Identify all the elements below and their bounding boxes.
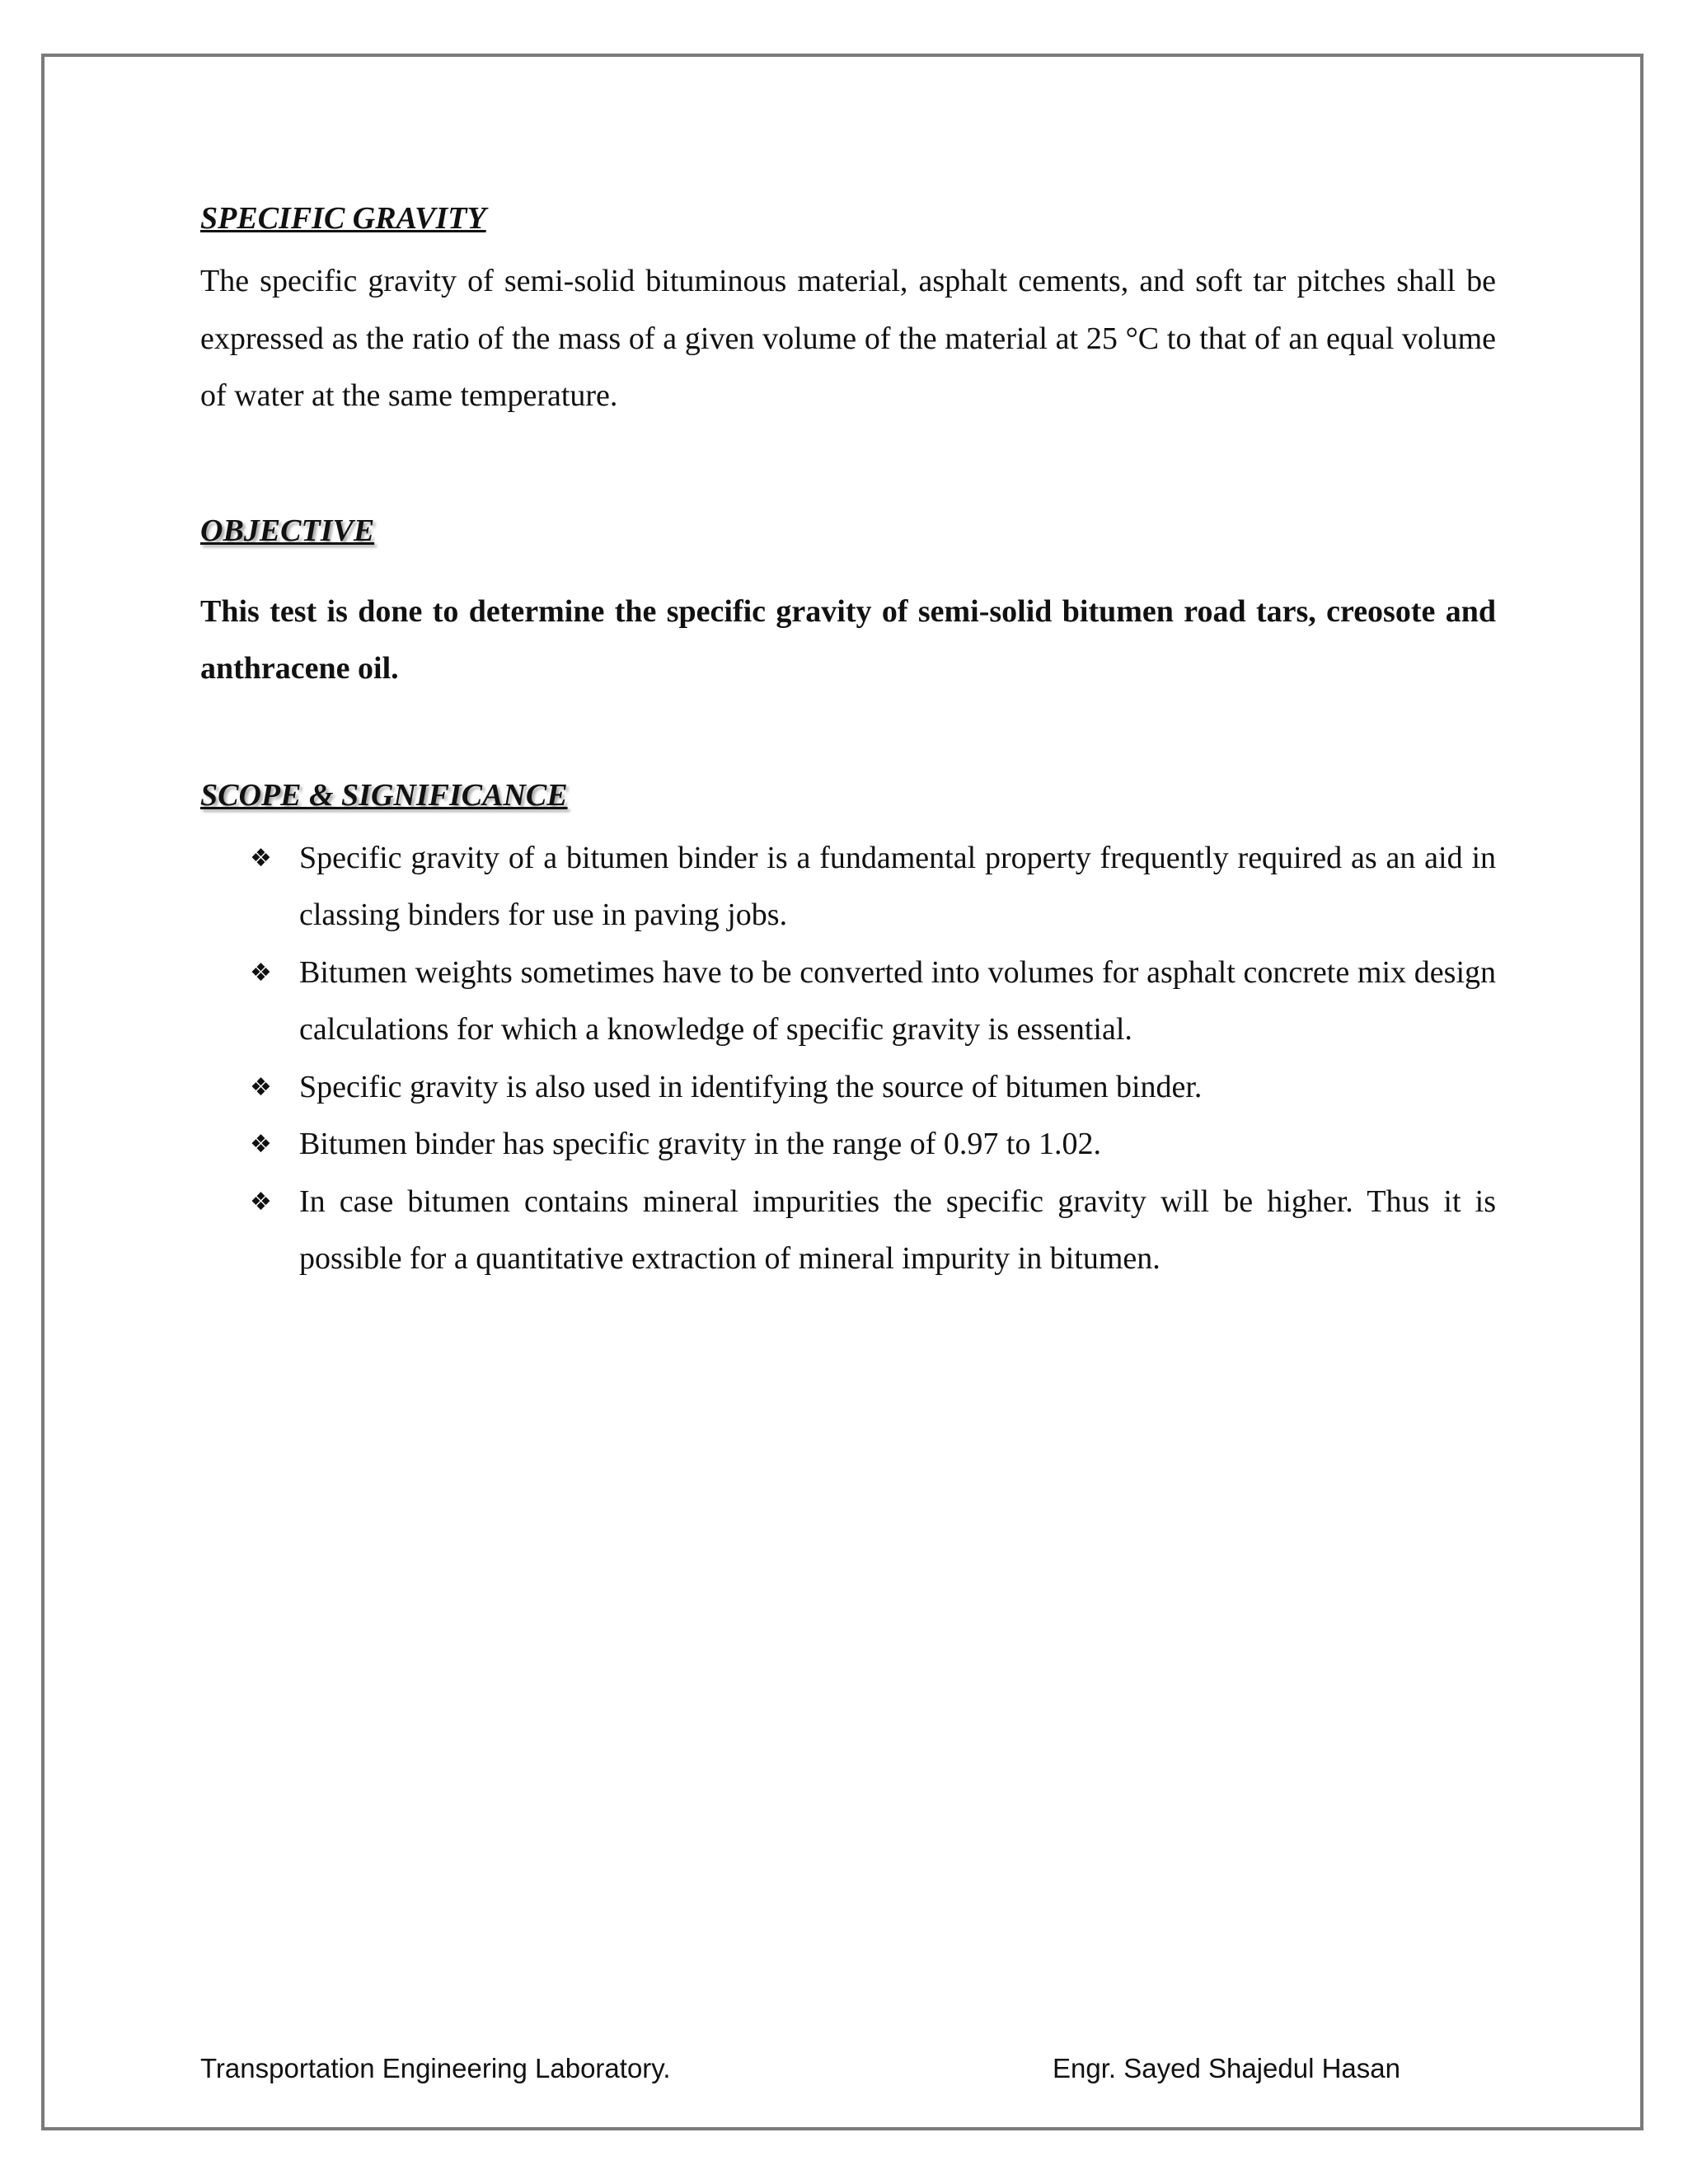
list-item-text: Specific gravity of a bitumen binder is a fundamental property frequently required as an aid in classing binders for use in paving jobs. [299, 840, 1496, 932]
four-diamond-bullet-icon: ❖ [250, 1187, 272, 1216]
footer-author: Engr. Sayed Shajedul Hasan [1053, 2053, 1400, 2083]
list-item [200, 1116, 1496, 1174]
list-item-text: Bitumen binder has specific gravity in the range of 0.97 to 1.02. [299, 1127, 1101, 1161]
list-item-text: Bitumen weights sometimes have to be converted into volumes for asphalt concrete mix design calculations for which a knowledge of specific gravity is essential. [299, 954, 1496, 1047]
four-diamond-bullet-icon: ❖ [250, 1072, 272, 1102]
section-heading-scope-significance: SCOPE & SIGNIFICANCE [200, 777, 568, 813]
list-item [200, 1174, 1496, 1288]
list-item-text: In case bitumen contains mineral impurities the specific gravity will be higher. Thus it is possible for a quantitative extraction of mineral impurity in bitumen. [299, 1183, 1496, 1276]
list-item [200, 830, 1496, 944]
list-item-text: Specific gravity is also used in identifying the source of bitumen binder. [299, 1069, 1203, 1104]
list-item [200, 944, 1496, 1059]
document-body [200, 194, 1496, 1288]
scope-bullet-list [200, 830, 1496, 1288]
list-item [200, 1059, 1496, 1117]
four-diamond-bullet-icon: ❖ [250, 843, 272, 873]
footer-lab-name: Transportation Engineering Laboratory. [200, 2053, 671, 2083]
four-diamond-bullet-icon: ❖ [250, 958, 272, 987]
section-heading-specific-gravity: SPECIFIC GRAVITY [200, 201, 486, 236]
specific-gravity-paragraph: The specific gravity of semi-solid bituminous material, asphalt cements, and soft tar pitches shall be expressed as the ratio of the mass of a given volume of the material at 25 °C to that of an equal volume of water at the same temperature. [200, 264, 1496, 413]
section-heading-objective: OBJECTIVE [200, 513, 375, 548]
objective-paragraph: This test is done to determine the specific gravity of semi-solid bitumen road tars, creosote and anthracene oil. [200, 593, 1496, 686]
four-diamond-bullet-icon: ❖ [250, 1130, 272, 1159]
